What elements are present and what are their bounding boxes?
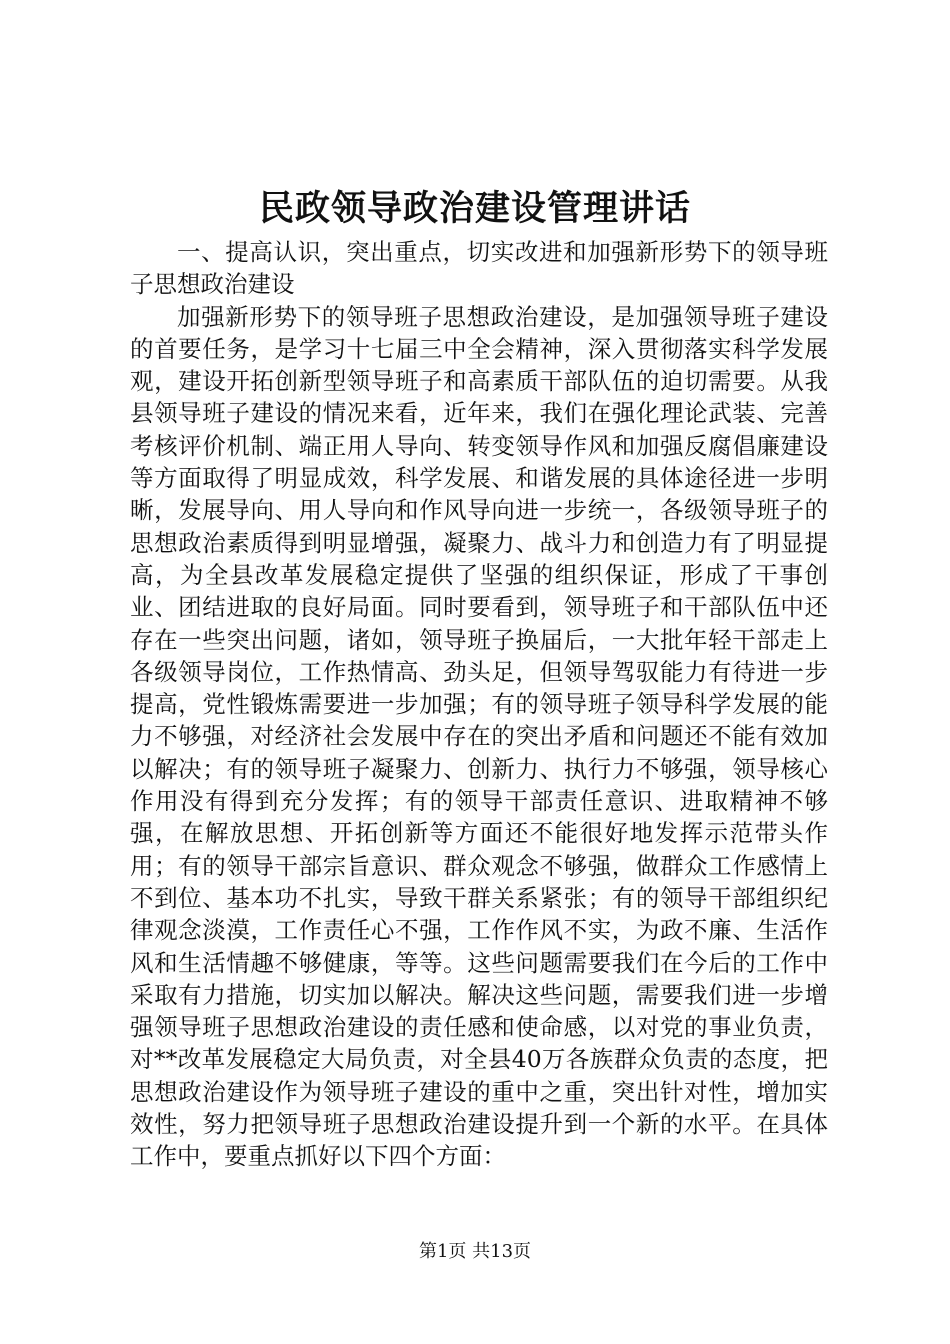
page-footer: 第1页 共13页 [418, 1241, 532, 1262]
document-title: 民政领导政治建设管理讲话 [258, 188, 691, 229]
body-paragraph: 加强新形势下的领导班子思想政治建设，是加强领导班子建设的首要任务，是学习十七届三中全会精神，深入贯彻落实科学发展观，建设开拓创新型领导班子和高素质干部队伍的迫切需要。从我县领导班子建设的情况来看，近年来，我们在强化理论武装、完善考核评价机制、端正用人导向、转变领导作风和加强反腐倡廉建设等方面取得了明显成效，科学发展、和谐发展的具体途径进一步明晰，发展导向、用人导向和作风导向进一步统一，各级领导班子的思想政治素质得到明显增强，凝聚力、战斗力和创造力有了明显提高，为全县改革发展稳定提供了坚强的组织保证，形成了干事创业、团结进取的良好局面。同时要看到，领导班子和干部队伍中还存在一些突出问题，诸如，领导班子换届后，一大批年轻干部走上各级领导岗位，工作热情高、劲头足，但领导驾驭能力有待进一步提高，党性锻炼需要进一步加强；有的领导班子领导科学发展的能力不够强，对经济社会发展中存在的突出矛盾和问题还不能有效加以解决；有的领导班子凝聚力、创新力、执行力不够强，领导核心作用没有得到充分发挥；有的领导干部责任意识、进取精神不够强，在解放思想、开拓创新等方面还不能很好地发挥示范带头作用；有的领导干部宗旨意识、群众观念不够强，做群众工作感情上不到位、基本功不扎实，导致干群关系紧张；有的领导干部组织纪律观念淡漠，工作责任心不强，工作作风不实，为政不廉、生活作风和生活情趣不够健康，等等。这些问题需要我们在今后的工作中采取有力措施，切实加以解决。解决这些问题，需要我们进一步增强领导班子思想政治建设的责任感和使命感，以对党的事业负责，对**改革发展稳定大局负责，对全县40万各族群众负责的态度，把思想政治建设作为领导班子建设的重中之重，突出针对性，增加实效性，努力把领导班子思想政治建设提升到一个新的水平。在具体工作中，要重点抓好以下四个方面： [130, 302, 828, 1171]
document-body [130, 236, 828, 1173]
heading-paragraph: 一、提高认识，突出重点，切实改进和加强新形势下的领导班子思想政治建设 [130, 238, 828, 299]
